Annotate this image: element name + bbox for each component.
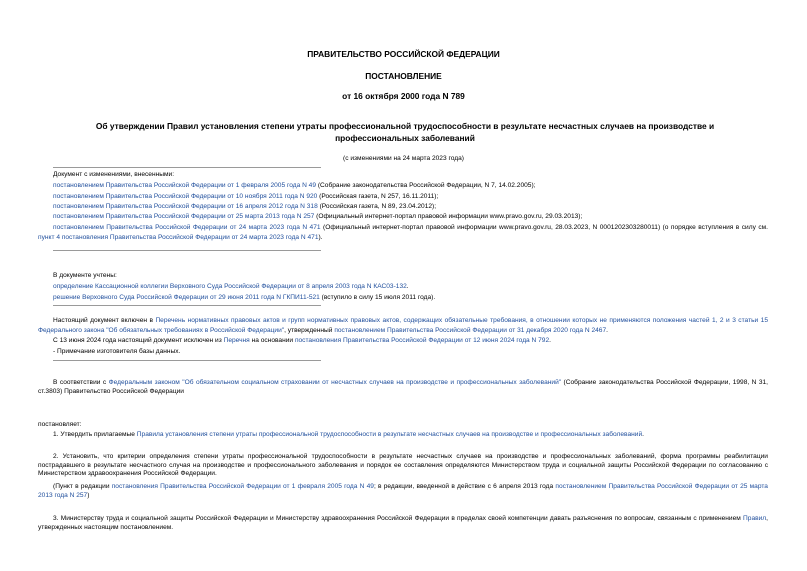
- divider: [53, 250, 321, 251]
- change-link[interactable]: постановлением Правительства Российской Федерации от 24 марта 2023 года N 471: [53, 224, 321, 231]
- clause-3: 3. Министерству труда и социальной защиты Российской Федерации и Министерству здравоохранения Российской Федерации в пределах своей компетенции давать разъяснения по вопросам, связанным с применением Правил, утвержденных настоящим постановлением.: [38, 515, 768, 531]
- notice-paragraph: Настоящий документ включен в Перечень нормативных правовых актов и групп нормативных правовых актов, содержащих обязательные требования, в отношении которых не применяются положения частей 1, 2 и 3 статьи 15 Федерального закона "Об обязательных требованиях в Российской Федерации", утвержденный постановлением Правительства Российской Федерации от 31 декабря 2020 года N 2467.: [38, 317, 768, 334]
- considered-item: определение Кассационной коллегии Верховного Суда Российской Федерации от 8 апреля 2003 года N КАС03-132.: [53, 283, 409, 290]
- considered-item: решение Верховного Суда Российской Федерации от 29 июня 2011 года N ГКПИ11-521 (вступило в силу 15 июля 2011 года).: [53, 294, 436, 301]
- preamble-paragraph: В соответствии с Федеральным законом "Об обязательном социальном страховании от несчастных случаев на производстве и профессиональных заболеваний" (Собрание законодательства Российской Федерации, 1998, N 31, ст.3803) Правительство Российской Федерации: [38, 379, 769, 395]
- entry-into-force-link[interactable]: пункт 4 постановления Правительства Российской Федерации от 24 марта 2023 года N 471: [38, 234, 319, 241]
- list-link[interactable]: Перечня: [223, 337, 250, 344]
- change-item-last: постановлением Правительства Российской Федерации от 24 марта 2023 года N 471 (Официальный интернет-портал правовой информации www.pravo.gov.ru, 28.03.2023, N 0001202303280011) (о порядке вступления в силу см. пункт 4 постановления Правительства Российской Федерации от 24 марта 2023 года N 471).: [38, 224, 768, 241]
- clause-2: 2. Установить, что критерии определения степени утраты профессиональной трудоспособности в результате несчастных случаев на производстве и профессиональных заболеваний, форма программы реабилитации пострадавшего в результате несчастного случая на производстве и профессионального заболевания и порядок ее составления определяются Министерством труда и социальной защиты Российской Федерации по согласованию с Министерством здравоохранения Российской Федерации.: [38, 453, 768, 478]
- rules-link[interactable]: Правила установления степени утраты профессиональной трудоспособности в результате несчастных случаев на производстве и профессиональных заболеваний: [136, 431, 643, 438]
- clause-2-revision: (Пункт в редакции постановления Правительства Российской Федерации от 1 февраля 2005 года N 49; в редакции, введенной в действие с 6 апреля 2013 года постановлением Правительства Российской Федерации от 25 марта 2013 года N 257): [38, 483, 768, 499]
- changes-intro: Документ с изменениями, внесенными:: [53, 171, 175, 178]
- court-decision-link[interactable]: решение Верховного Суда Российской Федерации от 29 июня 2011 года N ГКПИ11-521: [53, 294, 320, 301]
- revision-note: (с изменениями на 24 марта 2023 года): [343, 155, 464, 162]
- change-item: постановлением Правительства Российской Федерации от 1 февраля 2005 года N 49 (Собрание законодательства Российской Федерации, N 7, 14.02.2005);: [53, 182, 536, 189]
- considered-intro: В документе учтены:: [53, 272, 117, 279]
- divider: [53, 167, 321, 168]
- exclusion-note: С 13 июня 2024 года настоящий документ исключен из Перечня на основании постановления Правительства Российской Федерации от 12 июня 2024 года N 792.: [53, 337, 551, 344]
- federal-law-link[interactable]: Федеральным законом "Об обязательном социальном страховании от несчастных случаев на производстве и профессиональных заболеваний": [108, 379, 562, 386]
- clause-1: 1. Утвердить прилагаемые Правила установления степени утраты профессиональной трудоспособности в результате несчастных случаев на производстве и профессиональных заболеваний.: [53, 431, 644, 438]
- change-link[interactable]: постановлением Правительства Российской Федерации от 10 ноября 2011 года N 920: [53, 193, 318, 200]
- decree-link[interactable]: постановления Правительства Российской Федерации от 12 июня 2024 года N 792: [294, 337, 550, 344]
- document-kind-heading: ПОСТАНОВЛЕНИЕ: [365, 71, 442, 81]
- decree-link[interactable]: постановления Правительства Российской Федерации от 1 февраля 2005 года N 49: [111, 483, 374, 490]
- issuer-heading: ПРАВИТЕЛЬСТВО РОССИЙСКОЙ ФЕДЕРАЦИИ: [307, 49, 500, 59]
- divider: [53, 305, 321, 306]
- divider: [53, 360, 321, 361]
- court-ruling-link[interactable]: определение Кассационной коллегии Верховного Суда Российской Федерации от 8 апреля 2003 года N КАС03-132: [53, 283, 407, 290]
- change-item: постановлением Правительства Российской Федерации от 10 ноября 2011 года N 920 (Российская газета, N 257, 16.11.2011);: [53, 193, 439, 200]
- decree-verb: постановляет:: [38, 421, 82, 428]
- change-link[interactable]: постановлением Правительства Российской Федерации от 25 марта 2013 года N 257: [53, 213, 315, 220]
- change-item: постановлением Правительства Российской Федерации от 25 марта 2013 года N 257 (Официальный интернет-портал правовой информации www.pravo.gov.ru, 29.03.2013);: [53, 213, 583, 220]
- decree-link[interactable]: постановлением Правительства Российской Федерации от 31 декабря 2020 года N 2467: [334, 327, 607, 334]
- change-item: постановлением Правительства Российской Федерации от 16 апреля 2012 года N 318 (Российская газета, N 89, 23.04.2012);: [53, 203, 437, 210]
- decree-link[interactable]: постановлением Правительства Российской Федерации от 25 марта 2013 года N 257: [38, 483, 768, 499]
- change-link[interactable]: постановлением Правительства Российской Федерации от 16 апреля 2012 года N 318: [53, 203, 318, 210]
- rules-link[interactable]: Правил: [743, 515, 767, 522]
- db-note: - Примечание изготовителя базы данных.: [53, 348, 181, 355]
- document-date-heading: от 16 октября 2000 года N 789: [342, 91, 465, 101]
- list-link[interactable]: Перечень нормативных правовых актов и групп нормативных правовых актов, содержащих обязательные требования, в отношении которых не применяются положения частей 1, 2 и 3 статьи 15 Федерального закона "Об обязательных требованиях в Российской Федерации": [38, 317, 768, 334]
- document-title: Об утверждении Правил установления степени утраты профессиональной трудоспособности в результате несчастных случаев на производстве и профессиональных заболеваний: [95, 121, 715, 143]
- change-link[interactable]: постановлением Правительства Российской Федерации от 1 февраля 2005 года N 49: [53, 182, 317, 189]
